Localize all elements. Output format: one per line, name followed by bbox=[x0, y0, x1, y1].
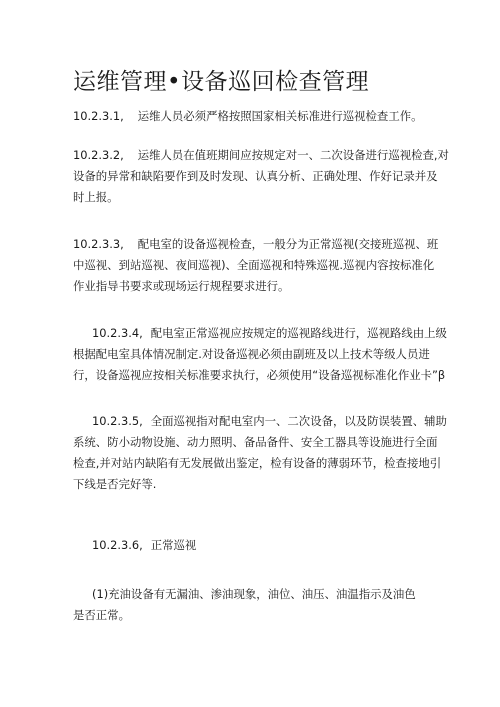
clause-number: 10.2.3.2, bbox=[73, 148, 124, 162]
paragraph-line: 作业指导书要求或现场运行规程要求进行。 bbox=[73, 279, 290, 293]
item-number: (1) bbox=[92, 587, 109, 601]
paragraph-line: 系统、防小动物设施、动力照明、备品备件、安全工器具等设施进行全面 bbox=[73, 435, 438, 449]
paragraph-line bbox=[73, 234, 438, 255]
paragraph-10-2-3-6 bbox=[73, 535, 196, 556]
paragraph-line bbox=[73, 145, 449, 166]
page-title: 运维管理•设备巡回检查管理 bbox=[73, 69, 370, 95]
line-text: 运维人员必须严格按照国家相关标准进行巡视检查工作。 bbox=[137, 109, 423, 123]
line-text: 运维人员在值班期间应按规定对一、二次设备进行巡视检查,对 bbox=[137, 148, 449, 162]
clause-number: 10.2.3.6, bbox=[92, 538, 143, 552]
list-item-1 bbox=[73, 584, 416, 626]
paragraph-10-2-3-1 bbox=[73, 106, 423, 127]
paragraph-line: 下线是否完好等. bbox=[73, 477, 157, 491]
paragraph-line bbox=[73, 106, 423, 127]
paragraph-line: 根据配电室具体情况制定.对设备巡视必须由副班及以上技术等级人员进 bbox=[73, 347, 430, 361]
paragraph-10-2-3-3 bbox=[73, 234, 438, 297]
line-text: 正常巡视 bbox=[150, 538, 197, 552]
paragraph-line: 行，设备巡视应按相关标准要求执行，必须使用“设备巡视标准化作业卡”β bbox=[73, 368, 446, 382]
line-text: 配电室正常巡视应按规定的巡视路线进行，巡视路线由上级 bbox=[150, 326, 447, 340]
paragraph-line bbox=[73, 584, 416, 605]
line-text: 配电室的设备巡视检查，一般分为正常巡视(交接班巡视、班 bbox=[137, 237, 439, 251]
paragraph-line: 中巡视、到站巡视、夜间巡视)、全面巡视和特殊巡视.巡视内容按标准化 bbox=[73, 258, 435, 272]
line-text: 全面巡视指对配电室内一、二次设备，以及防误装置、辅助 bbox=[150, 414, 447, 428]
paragraph-line: 时上报。 bbox=[73, 190, 119, 204]
paragraph-line: 检查,并对站内缺陷有无发展做出鉴定，检有设备的薄弱环节，检查接地引 bbox=[73, 456, 442, 470]
clause-number: 10.2.3.3, bbox=[73, 237, 124, 251]
paragraph-10-2-3-2 bbox=[73, 145, 449, 208]
paragraph-10-2-3-5 bbox=[73, 411, 447, 495]
line-text: 充油设备有无漏油、渗油现象，油位、油压、油温指示及油色 bbox=[108, 587, 416, 601]
paragraph-10-2-3-4 bbox=[73, 323, 447, 386]
paragraph-line: 是否正常。 bbox=[73, 608, 130, 622]
clause-number: 10.2.3.1, bbox=[73, 109, 124, 123]
clause-number: 10.2.3.5, bbox=[92, 414, 143, 428]
paragraph-line bbox=[73, 411, 447, 432]
clause-number: 10.2.3.4, bbox=[92, 326, 143, 340]
paragraph-line bbox=[73, 535, 196, 556]
paragraph-line bbox=[73, 323, 447, 344]
paragraph-line: 设备的异常和缺陷要作到及时发现、认真分析、正确处理、作好记录并及 bbox=[73, 169, 438, 183]
